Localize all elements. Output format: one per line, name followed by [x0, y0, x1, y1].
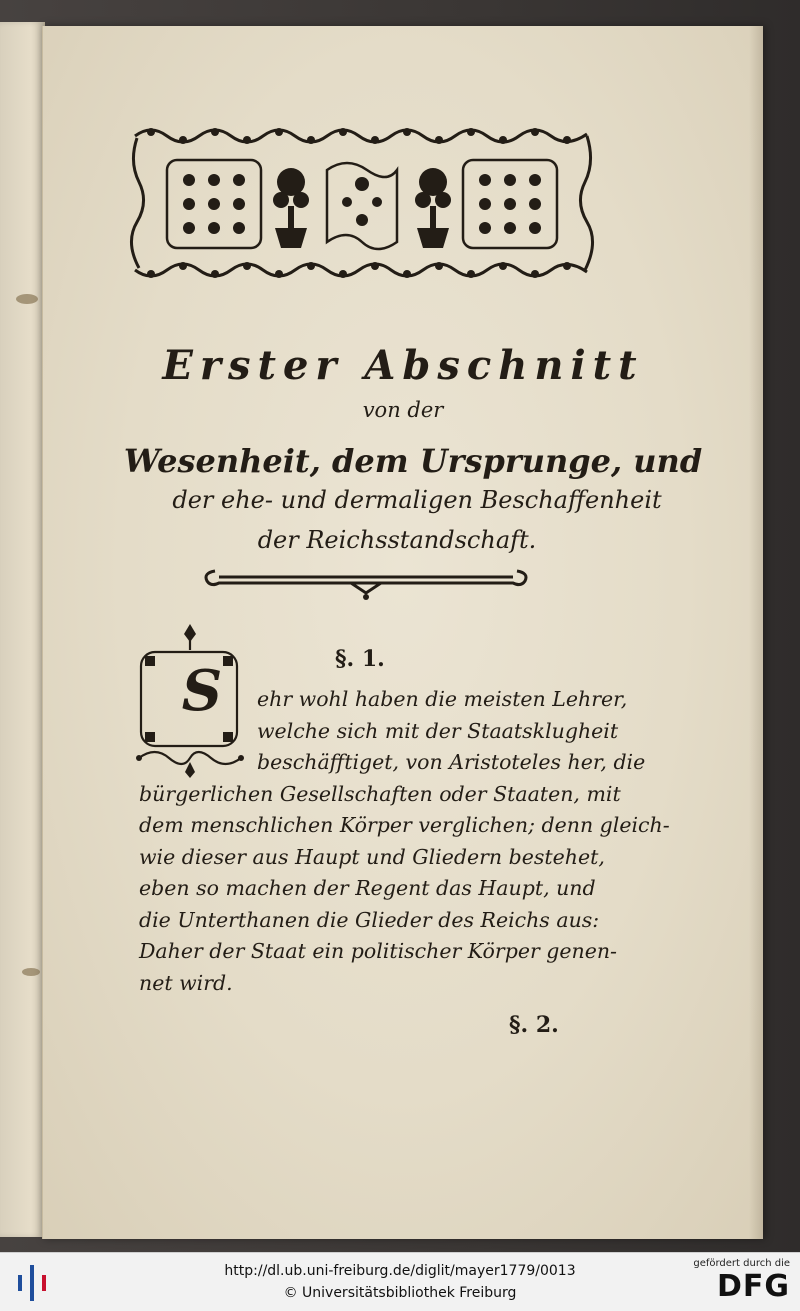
section-title: Erster Abschnitt — [162, 342, 644, 389]
subtitle-line: Wesenheit, dem Ursprunge, und — [123, 442, 703, 480]
paragraph-text — [139, 684, 670, 999]
stain-mark — [16, 294, 38, 304]
subtitle-line: der ehe- und dermaligen Beschaffenheit — [172, 486, 662, 514]
text-line: beschäfftiget, von Aristoteles her, die — [257, 750, 646, 774]
drop-cap-letter: S — [181, 658, 223, 724]
sponsor-caption: gefördert durch die — [693, 1258, 790, 1269]
text-line: bürgerlichen Gesellschaften oder Staaten, mit — [139, 781, 621, 806]
previous-page-edge — [0, 22, 45, 1237]
copyright-text: © Universitätsbibliothek Freiburg — [283, 1285, 517, 1301]
subtitle-small: von der — [362, 398, 444, 422]
header-ornament — [131, 122, 593, 284]
document-url-link[interactable]: http://dl.ub.uni-freiburg.de/diglit/mayer1779/0013 — [224, 1263, 576, 1279]
text-line: Daher der Staat ein politischer Körper genen- — [139, 939, 617, 963]
text-line: ehr wohl haben die meisten Lehrer, — [257, 687, 628, 711]
text-line: eben so machen der Regent das Haupt, und — [139, 876, 596, 900]
text-line: dem menschlichen Körper verglichen; denn gleich- — [139, 813, 670, 837]
text-line: net wird. — [139, 970, 233, 995]
viewer-footer — [0, 1252, 800, 1311]
book-page — [42, 26, 763, 1239]
catchword: §. 2. — [509, 1012, 559, 1038]
dfg-logo: DFG — [716, 1269, 790, 1304]
divider-rule — [201, 561, 531, 601]
stain-mark — [22, 968, 40, 976]
text-line: die Unterthanen die Glieder des Reichs aus: — [139, 907, 600, 932]
text-line: wie dieser aus Haupt und Gliedern bestehet, — [139, 844, 605, 869]
subtitle-line: der Reichsstandschaft. — [257, 526, 537, 554]
text-line: welche sich mit der Staatsklugheit — [257, 718, 619, 743]
section-mark: §. 1. — [335, 646, 385, 672]
